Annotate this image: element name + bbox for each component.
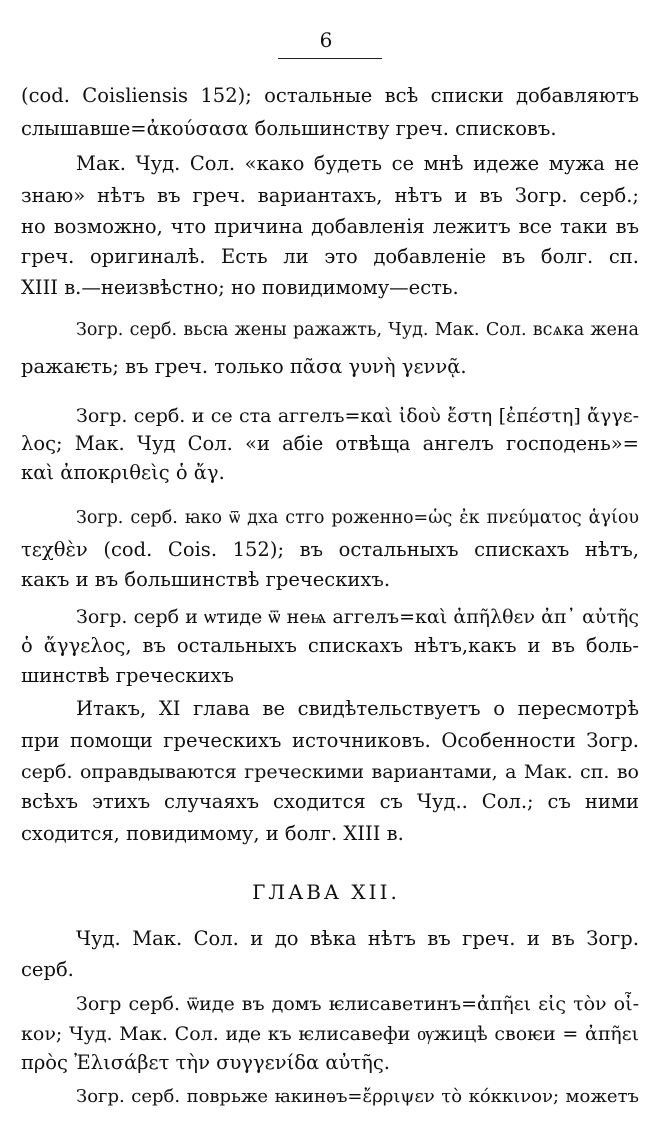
text-line: слышавше=ἀκούσασα большинству греч. списковъ. xyxy=(21,117,557,140)
text-line: καὶ ἀποκριθεὶς ὁ ἄγ. xyxy=(21,461,225,484)
text-line: всѣхъ этихъ случаяхъ сходится съ Чуд.. Сол.; съ ними xyxy=(21,790,639,813)
text-line: Чуд. Мак. Сол. и до вѣка нѣтъ въ греч. и въ Зогр. xyxy=(76,927,639,950)
text-line: ражаѥть; въ греч. только πᾶσα γυνὴ γεννᾷ. xyxy=(21,355,467,378)
text-line: серб. xyxy=(21,958,74,981)
text-line: Итакъ, XI глава ве свидѣтельствуетъ о пересмотрѣ xyxy=(76,697,639,720)
text-line: λος; Мак. Чуд Сол. «и абіе отвѣща ангелъ господень»= xyxy=(21,432,639,455)
text-line: Зогр. серб. поврьже ꙗкинѳъ=ἔρριψεν τὸ κόκκινον; можетъ xyxy=(76,1086,639,1107)
text-line: шинствѣ греческихъ xyxy=(21,664,234,687)
text-line: πρὸς Ἐλισάβετ τὴν συγγενίδα αὐτῆς. xyxy=(21,1051,390,1074)
text-line: греч. оригиналѣ. Есть ли это добавленіе въ болг. сп. xyxy=(21,245,639,268)
header-rule xyxy=(278,58,382,59)
text-line: Зогр. серб. ꙗко ѿ дха стго роженно=ὡς ἐκ πνεύματος ἁγίου xyxy=(76,508,639,528)
text-line: Мак. Чуд. Сол. «како будеть се мнѣ идеже мужа не xyxy=(76,152,639,175)
text-line: но возможно, что причина добавленія лежитъ все таки въ xyxy=(21,215,639,238)
text-line: ὁ ἄγγελος, въ остальныхъ спискахъ нѣтъ,какъ и въ боль- xyxy=(21,634,639,657)
text-line: Зогр серб. ѿиде въ домъ ѥлисаветинъ=ἀπῆει εἰς τὸν οἶ- xyxy=(76,993,639,1015)
text-line: Зогр. серб. и се ста аггелъ=καὶ ἰδοὺ ἔστη [ἐπέστη] ἄγγε- xyxy=(76,405,639,427)
text-line: какъ и въ большинствѣ греческихъ. xyxy=(21,568,391,591)
page-number: 6 xyxy=(319,28,333,52)
text-line: (cod. Coisliensis 152); остальные всѣ списки добавляютъ xyxy=(21,84,639,107)
text-line: Зогр. серб. вьсꙗ жены ражажть, Чуд. Мак. Сол. всѧка жена xyxy=(76,320,639,340)
text-line: знаю» нѣтъ въ греч. вариантахъ, нѣтъ и въ Зогр. серб.; xyxy=(21,184,639,207)
chapter-heading: ГЛАВА XII. xyxy=(252,880,400,904)
text-line: серб. оправдываются греческими вариантами, а Мак. сп. во xyxy=(21,761,639,783)
text-line: Зогр. серб и ѡтиде ѿ неѩ аггелъ=καὶ ἀπῆλθεν ἀπ᾽ αὐτῆς xyxy=(76,606,639,628)
text-line: κον; Чуд. Мак. Сол. иде къ ѥлисавефи ѹжицѣ своѥи = ἀπῆει xyxy=(21,1023,639,1045)
text-line: сходится, повидимому, и болг. XIII в. xyxy=(21,822,404,845)
text-line: XIII в.—неизвѣстно; но повидимому—есть. xyxy=(21,276,459,299)
text-line: при помощи греческихъ источниковъ. Особенности Зогр. xyxy=(21,729,639,752)
text-line: τεχθὲν (cod. Cois. 152); въ остальныхъ спискахъ нѣтъ, xyxy=(21,538,639,561)
